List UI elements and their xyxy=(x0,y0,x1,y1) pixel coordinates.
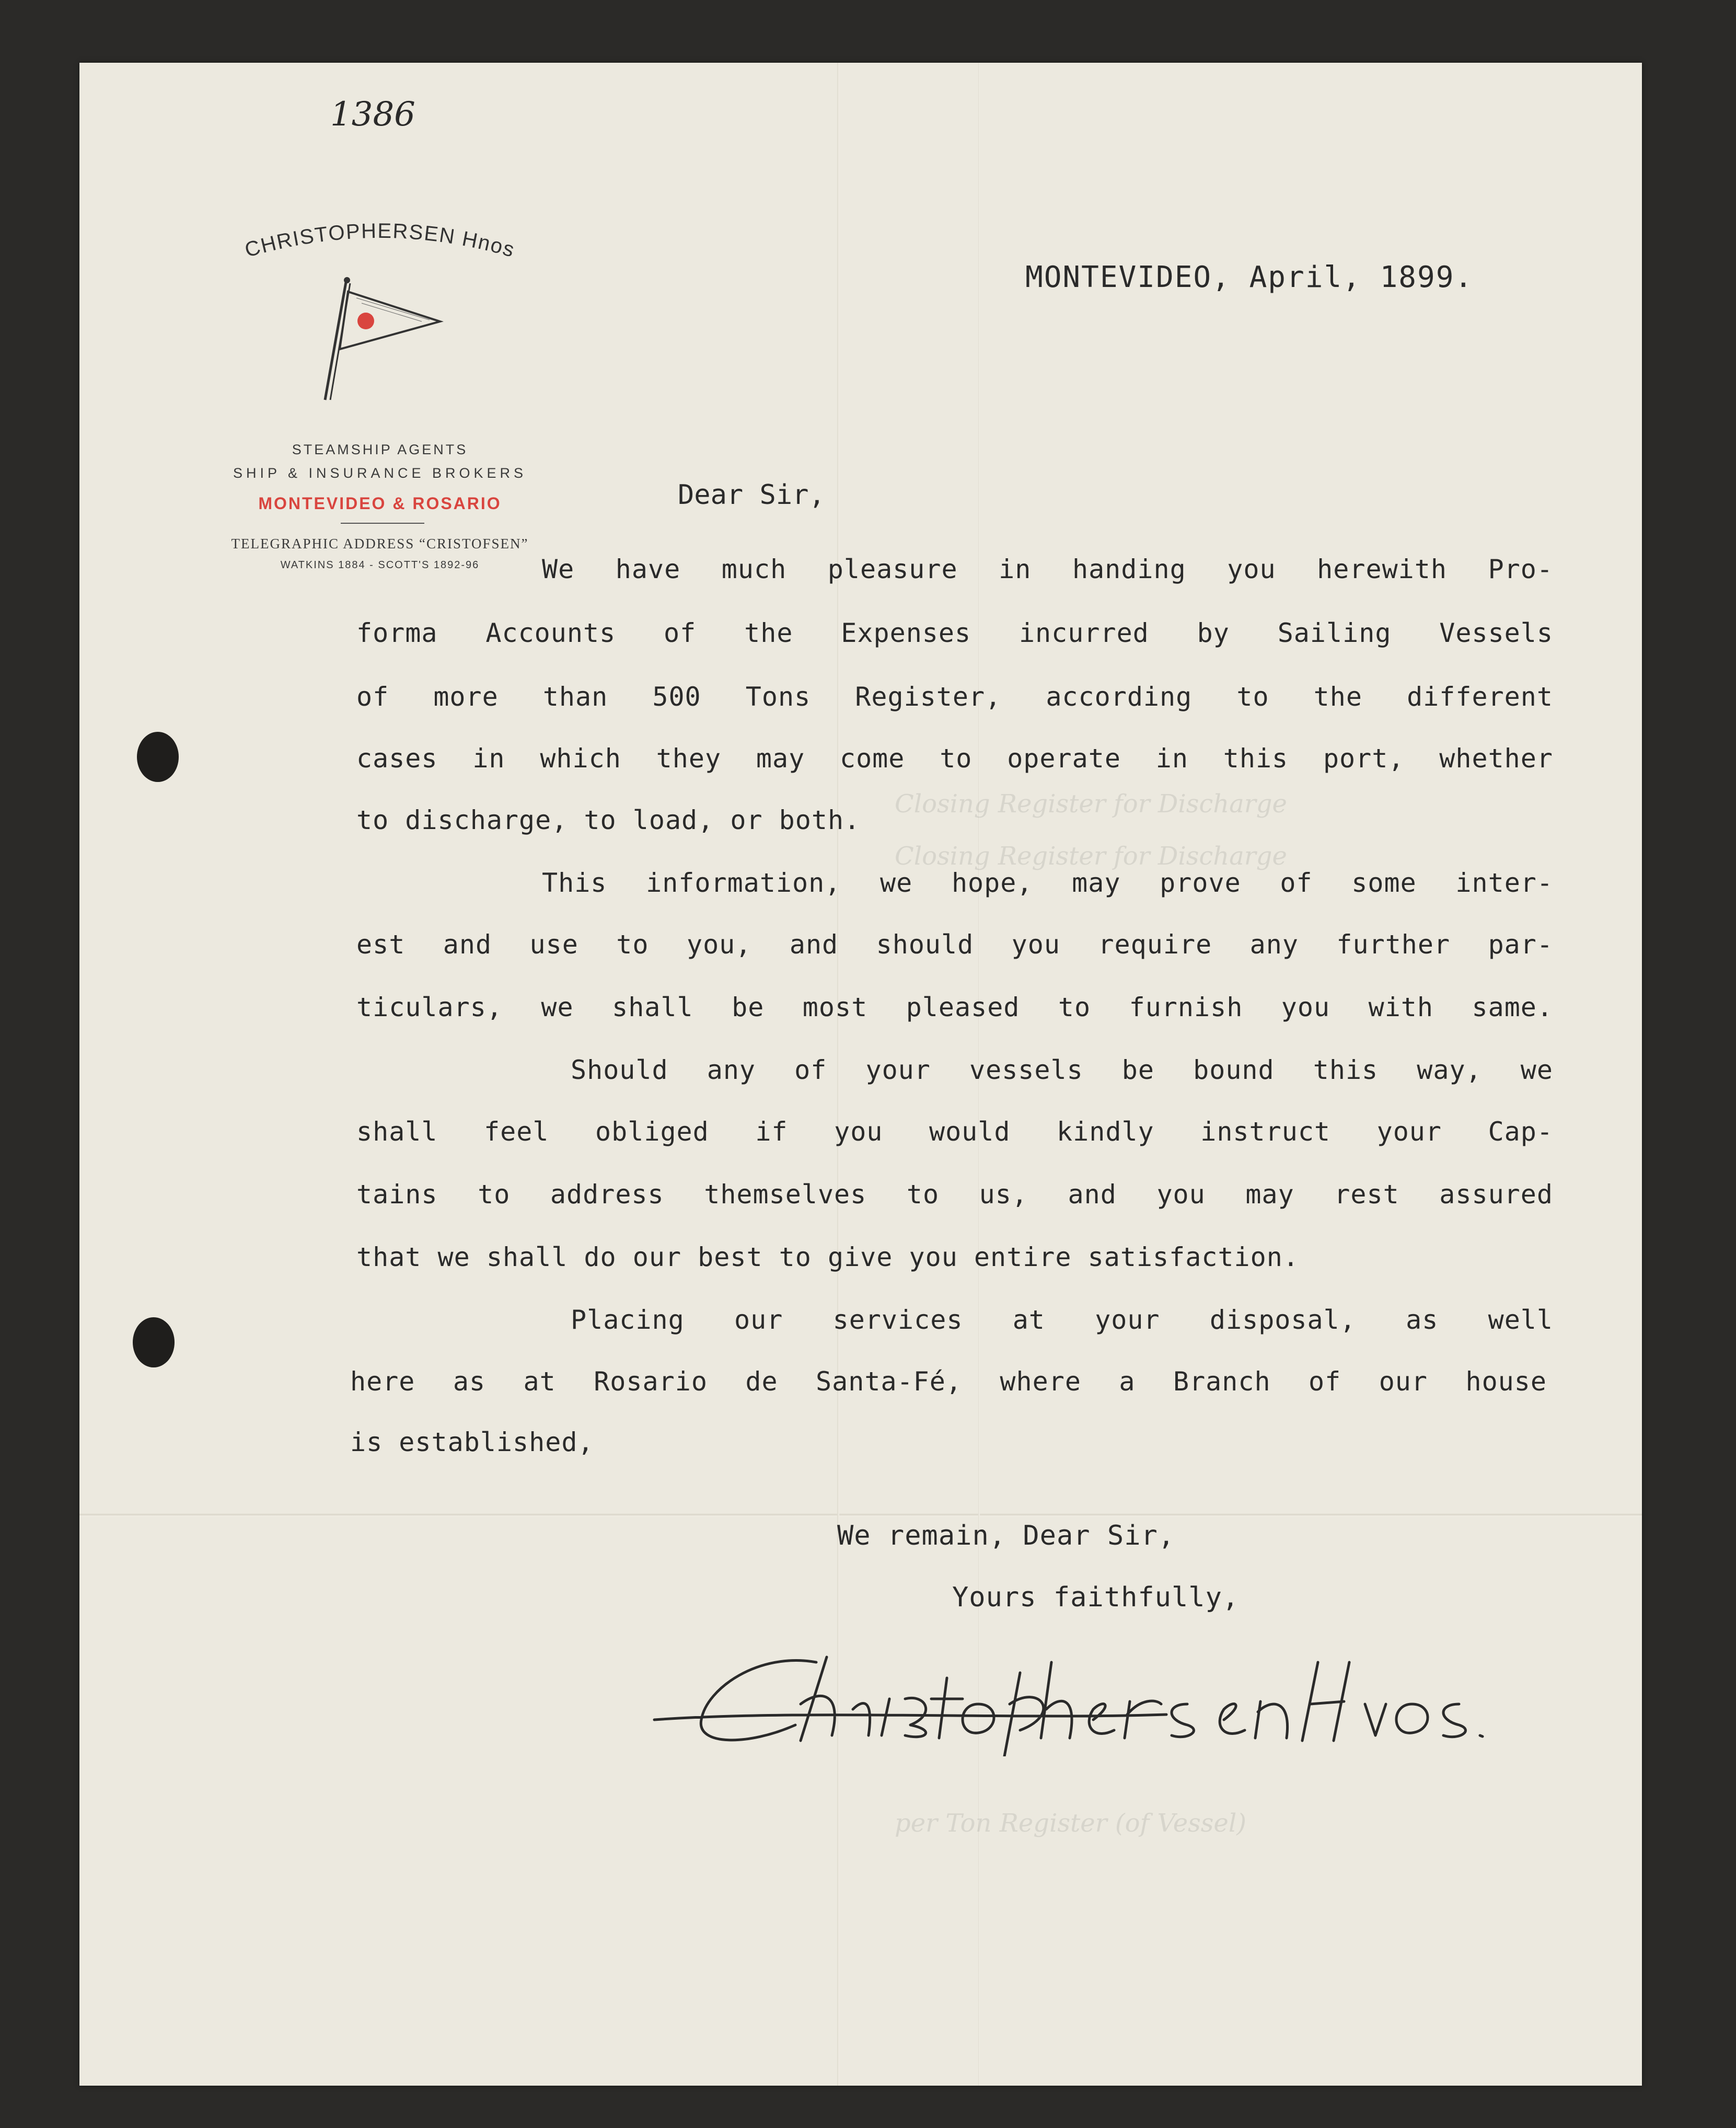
company-name: CHRISTOPHERSEN Hnos xyxy=(242,219,518,262)
letterhead-divider xyxy=(341,523,424,524)
letterhead-services: SHIP & INSURANCE BROKERS xyxy=(233,465,527,481)
punch-hole-bottom xyxy=(133,1317,175,1367)
body-line: est and use to you, and should you require any further par- xyxy=(356,929,1553,960)
salutation: Dear Sir, xyxy=(678,479,825,511)
horizontal-fold xyxy=(79,1514,1642,1517)
body-line: cases in which they may come to operate in this port, whether xyxy=(356,743,1553,774)
bleed-through-text: per Ton Register (of Vessel) xyxy=(895,1809,1246,1838)
body-line: shall feel obliged if you would kindly instruct your Cap- xyxy=(356,1117,1553,1147)
archive-number: 1386 xyxy=(330,95,415,134)
letterhead-tagline: STEAMSHIP AGENTS xyxy=(292,442,468,457)
company-name-arc xyxy=(184,193,576,277)
punch-hole-top xyxy=(137,732,179,782)
place-date: MONTEVIDEO, April, 1899. xyxy=(1025,260,1474,294)
body-line: here as at Rosario de Santa-Fé, where a Branch of our house xyxy=(350,1366,1547,1397)
telegraphic-address: TELEGRAPHIC ADDRESS “CRISTOFSEN” xyxy=(231,536,529,551)
body-line: that we shall do our best to give you entire satisfaction. xyxy=(356,1242,1299,1272)
telegraph-codes: WATKINS 1884 - SCOTT'S 1892-96 xyxy=(280,559,480,571)
closing-remain: We remain, Dear Sir, xyxy=(837,1520,1175,1551)
bleed-through-text: Closing Register for Discharge xyxy=(895,789,1287,819)
body-line: ticulars, we shall be most pleased to furnish you with same. xyxy=(356,992,1553,1022)
svg-text:CHRISTOPHERSEN Hnos xyxy=(242,220,518,262)
pennant-flag-icon xyxy=(309,272,466,402)
body-line: Should any of your vessels be bound this way, we xyxy=(571,1055,1553,1085)
body-line: of more than 500 Tons Register, according to the different xyxy=(356,682,1553,712)
body-line: tains to address themselves to us, and you may rest assured xyxy=(356,1179,1553,1210)
body-line: This information, we hope, may prove of some inter- xyxy=(542,868,1553,898)
bleed-through-text: Closing Register for Discharge xyxy=(895,842,1287,871)
letter-page xyxy=(79,63,1642,2086)
body-line: Placing our services at your disposal, as well xyxy=(571,1305,1553,1335)
body-line: We have much pleasure in handing you herewith Pro- xyxy=(542,554,1553,584)
handwritten-signature xyxy=(644,1641,1564,1756)
body-line: is established, xyxy=(350,1427,594,1457)
closing-faithfully: Yours faithfully, xyxy=(952,1582,1240,1613)
body-line: forma Accounts of the Expenses incurred by Sailing Vessels xyxy=(356,618,1553,648)
letterhead-locations: MONTEVIDEO & ROSARIO xyxy=(258,494,502,513)
body-line: to discharge, to load, or both. xyxy=(356,805,861,835)
